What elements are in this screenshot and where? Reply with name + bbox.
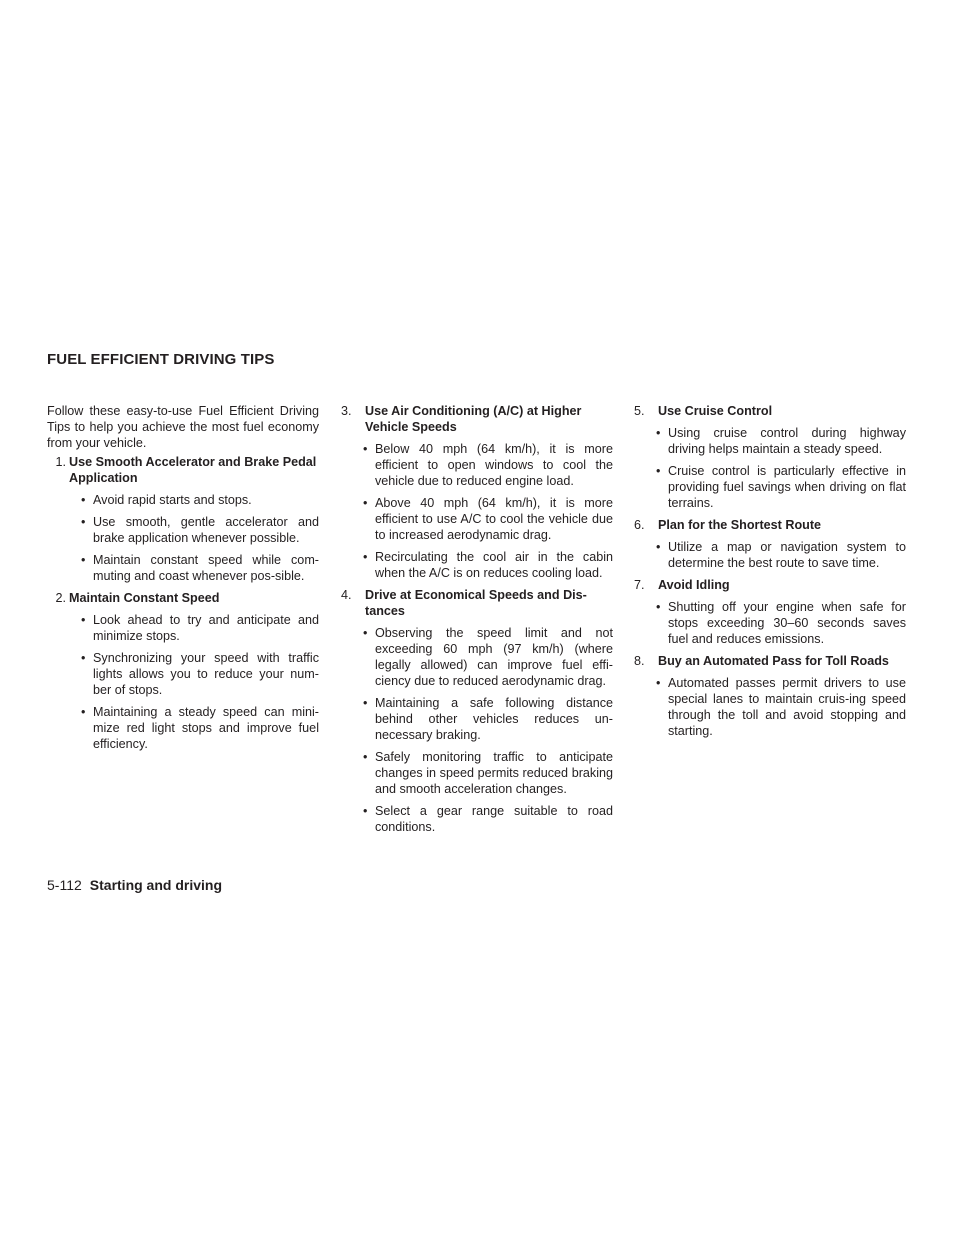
bullet-icon: • <box>656 676 661 690</box>
tip-title-text: Use Smooth Accelerator and Brake Pedal Application <box>69 455 317 485</box>
tip-title-text: Use Air Conditioning (A/C) at Higher Vehicle Speeds <box>365 404 582 434</box>
column-2 <box>341 403 613 841</box>
tip-bullet <box>341 695 613 743</box>
tip-bullet <box>634 539 906 571</box>
tip-bullet <box>47 514 319 546</box>
tip-number: 4. <box>341 588 352 602</box>
bullet-icon: • <box>81 553 86 567</box>
tip-title-text: Avoid Idling <box>658 578 730 592</box>
tip-title-text: Plan for the Shortest Route <box>658 518 822 532</box>
section-heading: FUEL EFFICIENT DRIVING TIPS <box>47 351 275 368</box>
tip-title <box>634 517 906 533</box>
tip-bullet <box>634 675 906 739</box>
tip-item <box>634 517 906 571</box>
bullet-icon: • <box>363 804 368 818</box>
bullet-text: Shutting off your engine when safe for stops exceeding 30–60 seconds saves fuel and reduces emissions. <box>668 600 906 646</box>
tip-bullet <box>341 549 613 581</box>
tip-bullet <box>47 552 319 584</box>
bullet-icon: • <box>81 613 86 627</box>
tip-number: 1. <box>55 455 66 469</box>
tip-item <box>47 454 319 584</box>
tip-number: 6. <box>634 518 645 532</box>
bullet-icon: • <box>81 651 86 665</box>
tip-bullet <box>634 463 906 511</box>
tip-title <box>634 653 906 669</box>
bullet-icon: • <box>656 600 661 614</box>
tip-item <box>634 577 906 647</box>
tip-number: 2. <box>55 591 66 605</box>
tip-item <box>47 590 319 752</box>
tip-title <box>634 577 906 593</box>
page-number: 5-112 <box>47 877 82 893</box>
bullet-text: Automated passes permit drivers to use special lanes to maintain cruis-ing speed through the toll and avoid stopping and starting. <box>668 676 906 738</box>
bullet-icon: • <box>81 515 86 529</box>
tip-title <box>634 403 906 419</box>
column-1 <box>47 403 319 758</box>
bullet-icon: • <box>363 550 368 564</box>
tip-title-text: Maintain Constant Speed <box>69 591 220 605</box>
tip-bullet <box>47 492 319 508</box>
bullet-text: Synchronizing your speed with traffic lights allows you to reduce your num-ber of stops. <box>93 651 319 697</box>
intro-paragraph: Follow these easy-to-use Fuel Efficient Driving Tips to help you achieve the most fuel economy from your vehicle. <box>47 404 319 450</box>
bullet-text: Using cruise control during highway driving helps maintain a steady speed. <box>668 426 906 456</box>
bullet-icon: • <box>81 493 86 507</box>
bullet-text: Cruise control is particularly effective in providing fuel savings when driving on flat terrains. <box>668 464 906 510</box>
tip-title-text: Drive at Economical Speeds and Dis-tances <box>365 588 587 618</box>
tip-item <box>634 653 906 739</box>
tip-title <box>47 454 319 486</box>
bullet-text: Avoid rapid starts and stops. <box>93 493 252 507</box>
page-footer <box>47 877 222 893</box>
tip-bullet <box>341 625 613 689</box>
tip-title <box>47 590 319 606</box>
bullet-text: Recirculating the cool air in the cabin when the A/C is on reduces cooling load. <box>375 550 613 580</box>
tip-bullet <box>47 612 319 644</box>
tip-title <box>341 403 613 435</box>
bullet-icon: • <box>363 750 368 764</box>
bullet-text: Maintaining a safe following distance behind other vehicles reduces un-necessary braking. <box>375 696 613 742</box>
tip-number: 3. <box>341 404 352 418</box>
tip-item <box>341 403 613 581</box>
tip-number: 7. <box>634 578 645 592</box>
bullet-icon: • <box>81 705 86 719</box>
tip-bullet <box>47 704 319 752</box>
bullet-icon: • <box>363 626 368 640</box>
tip-item <box>634 403 906 511</box>
tip-bullet <box>47 650 319 698</box>
tip-bullet <box>634 425 906 457</box>
tip-item <box>341 587 613 835</box>
tip-title-text: Buy an Automated Pass for Toll Roads <box>658 654 889 668</box>
tip-number: 8. <box>634 654 645 668</box>
bullet-text: Observing the speed limit and not exceeding 60 mph (97 km/h) (where legally allowed) can improve fuel effi-ciency due to reduced aerodynamic drag. <box>375 626 613 688</box>
bullet-text: Select a gear range suitable to road conditions. <box>375 804 613 834</box>
tip-bullet <box>634 599 906 647</box>
tip-title-text: Use Cruise Control <box>658 404 773 418</box>
tip-bullet <box>341 441 613 489</box>
section-name: Starting and driving <box>89 877 223 893</box>
bullet-icon: • <box>656 540 661 554</box>
bullet-icon: • <box>363 496 368 510</box>
bullet-text: Maintaining a steady speed can mini-mize red light stops and improve fuel efficiency. <box>93 705 319 751</box>
bullet-text: Safely monitoring traffic to anticipate changes in speed permits reduced braking and smooth acceleration changes. <box>375 750 613 796</box>
tip-number: 5. <box>634 404 645 418</box>
tip-bullet <box>341 803 613 835</box>
column-3 <box>634 403 906 745</box>
tip-bullet <box>341 495 613 543</box>
bullet-icon: • <box>656 426 661 440</box>
tip-bullet <box>341 749 613 797</box>
bullet-text: Utilize a map or navigation system to determine the best route to save time. <box>668 540 906 570</box>
bullet-text: Above 40 mph (64 km/h), it is more efficient to use A/C to cool the vehicle due to increased aerodynamic drag. <box>375 496 613 542</box>
bullet-icon: • <box>363 442 368 456</box>
bullet-text: Use smooth, gentle accelerator and brake application whenever possible. <box>93 515 319 545</box>
bullet-icon: • <box>363 696 368 710</box>
bullet-text: Look ahead to try and anticipate and minimize stops. <box>93 613 319 643</box>
bullet-icon: • <box>656 464 661 478</box>
tip-title <box>341 587 613 619</box>
bullet-text: Maintain constant speed while com-muting and coast whenever pos-sible. <box>93 553 319 583</box>
bullet-text: Below 40 mph (64 km/h), it is more efficient to open windows to cool the vehicle due to reduced engine load. <box>375 442 613 488</box>
